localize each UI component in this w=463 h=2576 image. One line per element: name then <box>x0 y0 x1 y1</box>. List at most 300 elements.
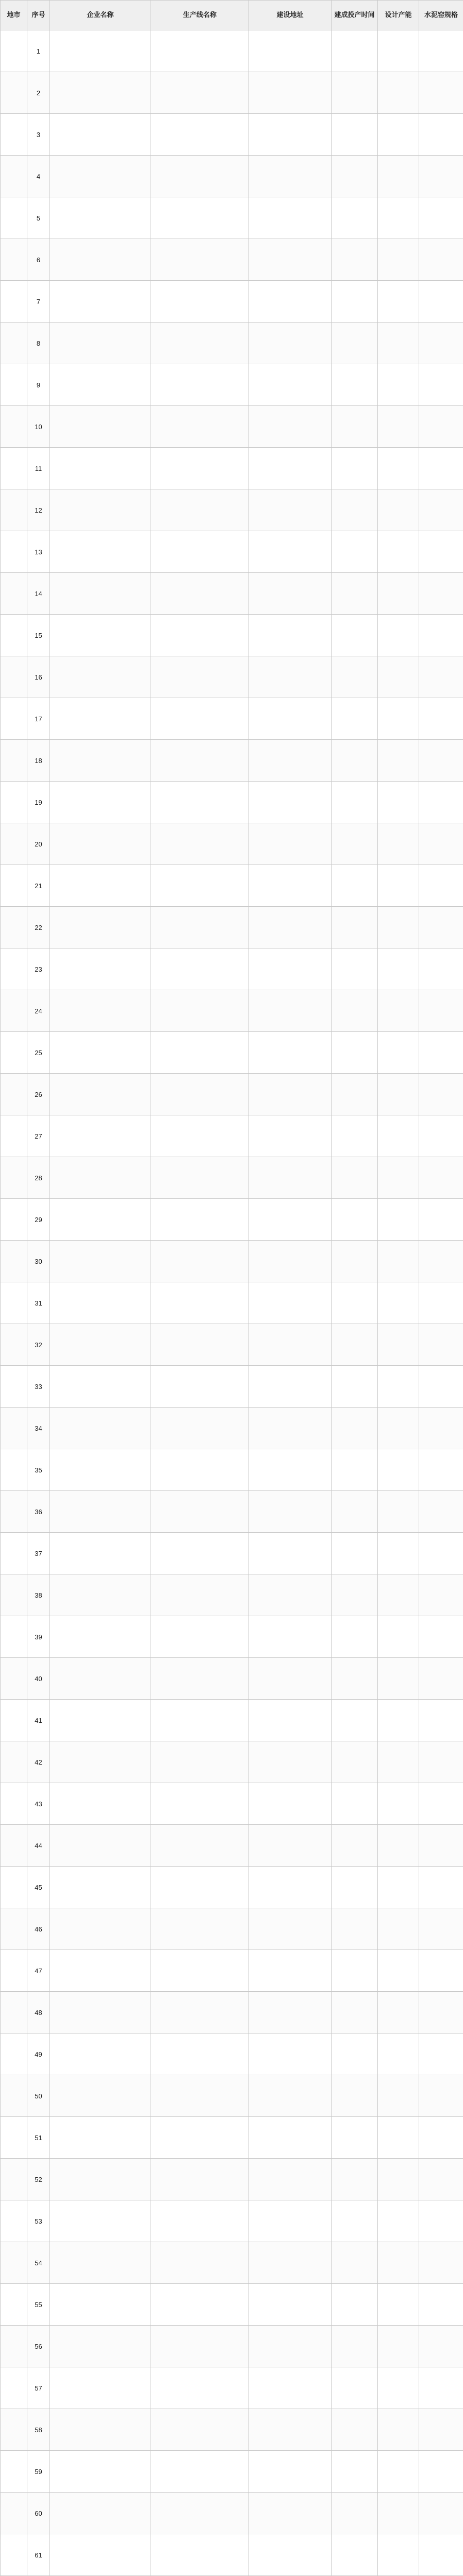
cell-line <box>151 406 249 448</box>
cell-address <box>249 1700 332 1741</box>
cell-no: 38 <box>27 1574 50 1616</box>
cell-date <box>332 2159 378 2200</box>
table-row <box>1 2493 463 2534</box>
cell-no: 19 <box>27 782 50 823</box>
cell-spec <box>419 323 463 364</box>
cell-spec <box>419 1950 463 1992</box>
cell-line <box>151 448 249 489</box>
cell-no: 59 <box>27 2451 50 2493</box>
cell-no: 47 <box>27 1950 50 1992</box>
cell-date <box>332 1574 378 1616</box>
cell-spec <box>419 1867 463 1908</box>
cell-spec <box>419 1115 463 1157</box>
table-row <box>1 615 463 656</box>
cell-date <box>332 1783 378 1825</box>
cell-company <box>50 1032 151 1074</box>
cell-capacity <box>378 573 419 615</box>
cell-line <box>151 1366 249 1408</box>
cell-address <box>249 1324 332 1366</box>
cell-address <box>249 1449 332 1491</box>
cell-address <box>249 2242 332 2284</box>
cell-no: 29 <box>27 1199 50 1241</box>
cell-line <box>151 698 249 740</box>
cell-capacity <box>378 1741 419 1783</box>
cell-line <box>151 1908 249 1950</box>
cell-city <box>1 1700 27 1741</box>
table-row <box>1 323 463 364</box>
cell-line <box>151 2409 249 2451</box>
cell-date <box>332 1282 378 1324</box>
header-city: 地市 <box>1 1 27 30</box>
cell-company <box>50 1366 151 1408</box>
cell-date <box>332 2200 378 2242</box>
cell-no: 40 <box>27 1658 50 1700</box>
cell-city <box>1 2534 27 2576</box>
cell-company <box>50 323 151 364</box>
cell-city <box>1 448 27 489</box>
cell-line <box>151 1533 249 1574</box>
cell-company <box>50 114 151 156</box>
cell-no: 7 <box>27 281 50 323</box>
cell-no: 28 <box>27 1157 50 1199</box>
cell-capacity <box>378 1950 419 1992</box>
cell-company <box>50 2409 151 2451</box>
cell-address <box>249 489 332 531</box>
cell-spec <box>419 1366 463 1408</box>
cell-spec <box>419 1741 463 1783</box>
cell-capacity <box>378 364 419 406</box>
cell-spec <box>419 740 463 782</box>
cell-line <box>151 2200 249 2242</box>
cell-date <box>332 1658 378 1700</box>
cell-address <box>249 406 332 448</box>
cell-company <box>50 698 151 740</box>
cell-city <box>1 1908 27 1950</box>
cell-spec <box>419 2493 463 2534</box>
cell-capacity <box>378 2493 419 2534</box>
cell-capacity <box>378 1491 419 1533</box>
cell-spec <box>419 281 463 323</box>
cell-line <box>151 656 249 698</box>
cell-capacity <box>378 1199 419 1241</box>
cell-line <box>151 1032 249 1074</box>
cell-city <box>1 364 27 406</box>
header-line: 生产线名称 <box>151 1 249 30</box>
cell-date <box>332 1491 378 1533</box>
cell-spec <box>419 1908 463 1950</box>
cell-capacity <box>378 2451 419 2493</box>
cell-capacity <box>378 990 419 1032</box>
cell-city <box>1 281 27 323</box>
cell-spec <box>419 2242 463 2284</box>
cell-address <box>249 1992 332 2033</box>
cell-spec <box>419 2033 463 2075</box>
cell-capacity <box>378 2409 419 2451</box>
cell-city <box>1 615 27 656</box>
cell-address <box>249 615 332 656</box>
cell-address <box>249 72 332 114</box>
cell-city <box>1 823 27 865</box>
cell-line <box>151 1867 249 1908</box>
table-row <box>1 156 463 197</box>
cell-date <box>332 197 378 239</box>
cell-company <box>50 1783 151 1825</box>
cell-company <box>50 364 151 406</box>
table-row <box>1 1658 463 1700</box>
cell-line <box>151 1241 249 1282</box>
table-row <box>1 30 463 72</box>
cell-capacity <box>378 30 419 72</box>
cell-city <box>1 1074 27 1115</box>
table-row <box>1 1491 463 1533</box>
cell-no: 30 <box>27 1241 50 1282</box>
cell-company <box>50 2326 151 2367</box>
cell-city <box>1 1032 27 1074</box>
cell-line <box>151 1700 249 1741</box>
cell-date <box>332 865 378 907</box>
cell-spec <box>419 1491 463 1533</box>
cell-address <box>249 1616 332 1658</box>
cell-no: 51 <box>27 2117 50 2159</box>
cell-spec <box>419 2534 463 2576</box>
table-row <box>1 1324 463 1366</box>
cell-company <box>50 2367 151 2409</box>
cell-spec <box>419 990 463 1032</box>
cell-capacity <box>378 1282 419 1324</box>
cell-no: 6 <box>27 239 50 281</box>
cell-date <box>332 823 378 865</box>
cell-address <box>249 1574 332 1616</box>
table-row <box>1 364 463 406</box>
cell-city <box>1 489 27 531</box>
cell-spec <box>419 1449 463 1491</box>
cell-city <box>1 2326 27 2367</box>
cell-capacity <box>378 406 419 448</box>
cell-no: 31 <box>27 1282 50 1324</box>
cell-date <box>332 239 378 281</box>
cell-no: 22 <box>27 907 50 948</box>
cell-date <box>332 1324 378 1366</box>
cell-city <box>1 2284 27 2326</box>
cell-date <box>332 2284 378 2326</box>
cell-company <box>50 489 151 531</box>
cell-line <box>151 2117 249 2159</box>
cell-no: 12 <box>27 489 50 531</box>
cell-date <box>332 2409 378 2451</box>
cell-capacity <box>378 656 419 698</box>
table-row <box>1 740 463 782</box>
cell-city <box>1 1157 27 1199</box>
table-row <box>1 1533 463 1574</box>
cell-company <box>50 406 151 448</box>
table-row <box>1 1741 463 1783</box>
cell-no: 45 <box>27 1867 50 1908</box>
cell-address <box>249 782 332 823</box>
cell-spec <box>419 1157 463 1199</box>
cell-city <box>1 907 27 948</box>
cell-capacity <box>378 2200 419 2242</box>
cell-date <box>332 1449 378 1491</box>
table-row <box>1 2200 463 2242</box>
cell-capacity <box>378 1867 419 1908</box>
cell-date <box>332 948 378 990</box>
table-row <box>1 698 463 740</box>
cell-date <box>332 2534 378 2576</box>
cell-city <box>1 948 27 990</box>
cell-company <box>50 1241 151 1282</box>
cell-no: 48 <box>27 1992 50 2033</box>
cell-city <box>1 239 27 281</box>
cell-city <box>1 1408 27 1449</box>
cell-capacity <box>378 156 419 197</box>
cell-company <box>50 1533 151 1574</box>
cell-capacity <box>378 1825 419 1867</box>
cell-spec <box>419 907 463 948</box>
cell-date <box>332 1616 378 1658</box>
table-row <box>1 197 463 239</box>
cell-line <box>151 1783 249 1825</box>
cell-date <box>332 531 378 573</box>
cell-spec <box>419 698 463 740</box>
cell-address <box>249 698 332 740</box>
cell-city <box>1 1825 27 1867</box>
cell-capacity <box>378 698 419 740</box>
cell-address <box>249 1867 332 1908</box>
cell-company <box>50 948 151 990</box>
cell-date <box>332 1074 378 1115</box>
table-row <box>1 865 463 907</box>
cell-spec <box>419 489 463 531</box>
cell-capacity <box>378 1992 419 2033</box>
cell-date <box>332 740 378 782</box>
cell-address <box>249 197 332 239</box>
cell-date <box>332 448 378 489</box>
cell-capacity <box>378 1616 419 1658</box>
cell-address <box>249 740 332 782</box>
cell-address <box>249 239 332 281</box>
table-row <box>1 2159 463 2200</box>
header-company: 企业名称 <box>50 1 151 30</box>
cell-no: 50 <box>27 2075 50 2117</box>
cell-spec <box>419 1783 463 1825</box>
table-row <box>1 1574 463 1616</box>
cell-address <box>249 2367 332 2409</box>
cell-address <box>249 1491 332 1533</box>
cell-no: 33 <box>27 1366 50 1408</box>
table-row <box>1 1700 463 1741</box>
cell-company <box>50 72 151 114</box>
cell-date <box>332 2326 378 2367</box>
cell-spec <box>419 823 463 865</box>
cell-city <box>1 865 27 907</box>
cell-city <box>1 2117 27 2159</box>
cell-city <box>1 782 27 823</box>
cell-no: 61 <box>27 2534 50 2576</box>
cell-capacity <box>378 1241 419 1282</box>
cell-address <box>249 2200 332 2242</box>
header-date: 建成投产时间 <box>332 1 378 30</box>
cell-spec <box>419 2284 463 2326</box>
cell-spec <box>419 1533 463 1574</box>
cell-company <box>50 197 151 239</box>
cell-capacity <box>378 1700 419 1741</box>
table-row <box>1 1366 463 1408</box>
header-capacity: 设计产能 <box>378 1 419 30</box>
table-row <box>1 2326 463 2367</box>
cell-date <box>332 2451 378 2493</box>
table-body <box>1 30 463 2576</box>
cell-capacity <box>378 323 419 364</box>
cell-no: 9 <box>27 364 50 406</box>
cell-address <box>249 1950 332 1992</box>
cell-date <box>332 406 378 448</box>
table-row <box>1 114 463 156</box>
table-row <box>1 1950 463 1992</box>
cell-company <box>50 1867 151 1908</box>
cell-city <box>1 2033 27 2075</box>
cell-company <box>50 2534 151 2576</box>
cell-spec <box>419 1241 463 1282</box>
cell-company <box>50 531 151 573</box>
cell-address <box>249 2451 332 2493</box>
cell-spec <box>419 615 463 656</box>
cell-address <box>249 865 332 907</box>
cell-capacity <box>378 1115 419 1157</box>
cell-address <box>249 1533 332 1574</box>
cell-company <box>50 1199 151 1241</box>
cell-spec <box>419 156 463 197</box>
table-row <box>1 72 463 114</box>
cell-address <box>249 1825 332 1867</box>
cell-company <box>50 1157 151 1199</box>
cell-city <box>1 1241 27 1282</box>
cell-company <box>50 30 151 72</box>
table-row <box>1 1408 463 1449</box>
cell-capacity <box>378 2075 419 2117</box>
cell-spec <box>419 2326 463 2367</box>
cell-date <box>332 2117 378 2159</box>
cell-spec <box>419 1199 463 1241</box>
cell-date <box>332 656 378 698</box>
cell-spec <box>419 948 463 990</box>
cell-no: 17 <box>27 698 50 740</box>
cell-no: 25 <box>27 1032 50 1074</box>
cell-line <box>151 2033 249 2075</box>
cell-address <box>249 2534 332 2576</box>
cell-no: 53 <box>27 2200 50 2242</box>
header-no: 序号 <box>27 1 50 30</box>
cell-address <box>249 531 332 573</box>
cell-address <box>249 1157 332 1199</box>
cell-spec <box>419 406 463 448</box>
table-row <box>1 2075 463 2117</box>
cell-city <box>1 1783 27 1825</box>
cell-line <box>151 865 249 907</box>
cell-line <box>151 1950 249 1992</box>
cell-address <box>249 1115 332 1157</box>
cell-city <box>1 2367 27 2409</box>
cell-city <box>1 1574 27 1616</box>
cell-date <box>332 281 378 323</box>
cell-line <box>151 1199 249 1241</box>
table-row <box>1 656 463 698</box>
cell-address <box>249 2075 332 2117</box>
cell-line <box>151 1449 249 1491</box>
cell-city <box>1 406 27 448</box>
table-row <box>1 406 463 448</box>
cell-city <box>1 1616 27 1658</box>
cell-spec <box>419 30 463 72</box>
cell-company <box>50 1115 151 1157</box>
cell-line <box>151 1491 249 1533</box>
cell-line <box>151 281 249 323</box>
cell-company <box>50 281 151 323</box>
cell-city <box>1 1366 27 1408</box>
cell-address <box>249 448 332 489</box>
cell-spec <box>419 1032 463 1074</box>
cell-capacity <box>378 1449 419 1491</box>
cell-no: 41 <box>27 1700 50 1741</box>
cell-date <box>332 1115 378 1157</box>
cell-spec <box>419 2409 463 2451</box>
cell-company <box>50 2075 151 2117</box>
cell-capacity <box>378 239 419 281</box>
cell-line <box>151 782 249 823</box>
cell-spec <box>419 656 463 698</box>
cell-company <box>50 2117 151 2159</box>
cell-spec <box>419 1700 463 1741</box>
cell-company <box>50 656 151 698</box>
table-row <box>1 1115 463 1157</box>
cell-line <box>151 197 249 239</box>
cell-date <box>332 489 378 531</box>
cell-no: 3 <box>27 114 50 156</box>
cell-no: 10 <box>27 406 50 448</box>
cell-spec <box>419 1825 463 1867</box>
table-row <box>1 1074 463 1115</box>
cell-date <box>332 2075 378 2117</box>
cell-capacity <box>378 782 419 823</box>
cell-no: 15 <box>27 615 50 656</box>
cell-no: 14 <box>27 573 50 615</box>
cell-capacity <box>378 615 419 656</box>
table-row <box>1 2284 463 2326</box>
cell-company <box>50 239 151 281</box>
cell-address <box>249 1741 332 1783</box>
cell-line <box>151 239 249 281</box>
cell-no: 36 <box>27 1491 50 1533</box>
cell-address <box>249 2117 332 2159</box>
cell-line <box>151 2534 249 2576</box>
cell-company <box>50 2242 151 2284</box>
cell-spec <box>419 239 463 281</box>
table-row <box>1 1783 463 1825</box>
cell-company <box>50 2159 151 2200</box>
cell-date <box>332 323 378 364</box>
cell-spec <box>419 1574 463 1616</box>
cell-capacity <box>378 281 419 323</box>
cell-city <box>1 990 27 1032</box>
cell-line <box>151 823 249 865</box>
cell-date <box>332 72 378 114</box>
cell-company <box>50 1700 151 1741</box>
cell-city <box>1 1992 27 2033</box>
cell-no: 35 <box>27 1449 50 1491</box>
table-row <box>1 1282 463 1324</box>
table-row <box>1 1908 463 1950</box>
cell-line <box>151 1074 249 1115</box>
cell-city <box>1 1658 27 1700</box>
